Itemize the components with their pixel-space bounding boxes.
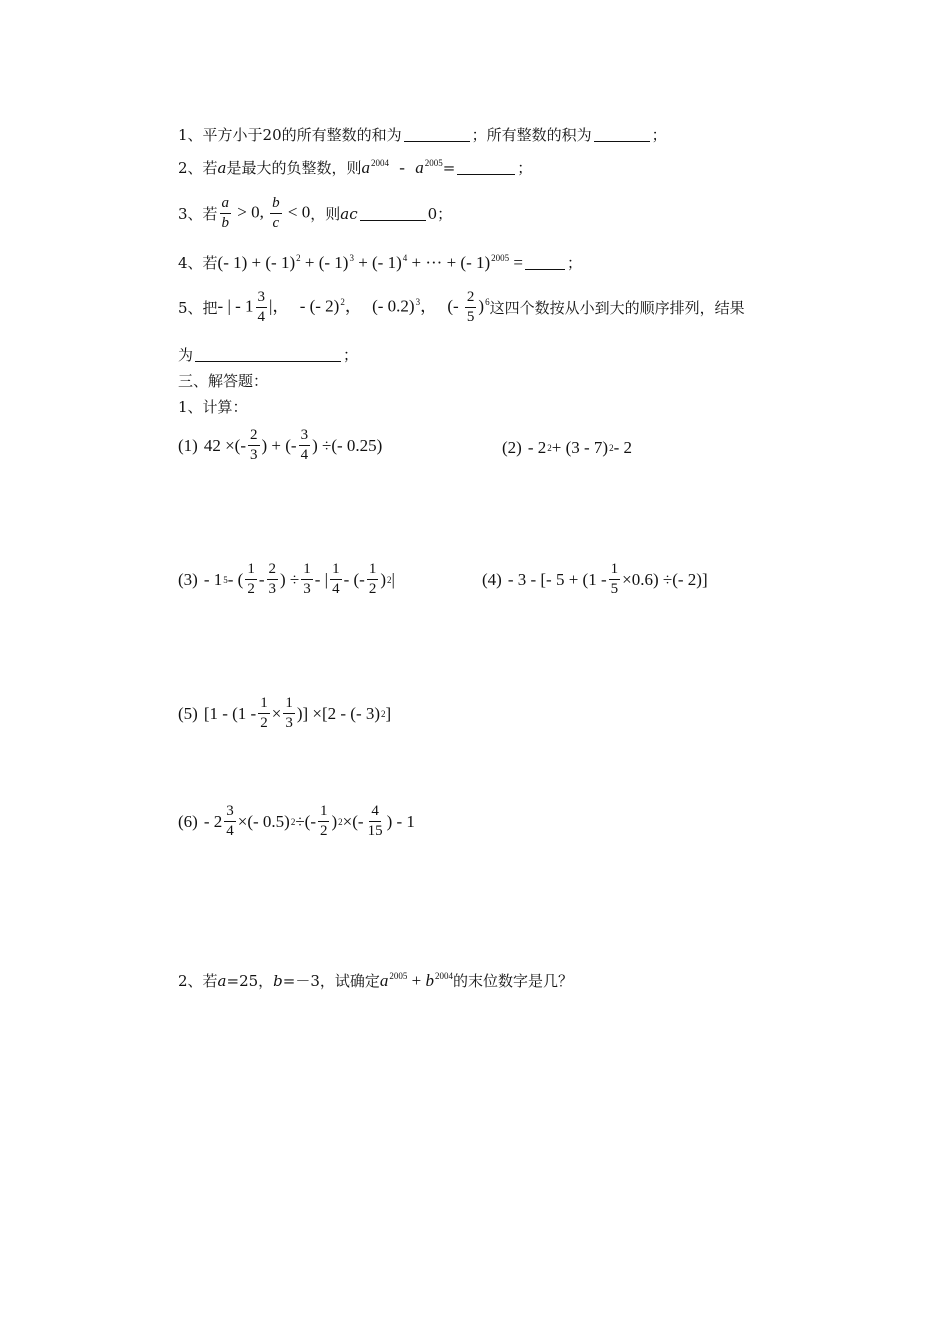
q2b-expression: $a^{2005} + b^{2004}$ [379, 970, 453, 990]
problem-6: (6) - 2 $\frac{3}{4}$ ×(- 0.5) 2 ÷(- $\frac{1}{2}$ ) 2 ×(- $\frac{4}{15}$ ) - 1 [178, 803, 415, 839]
q2b-var-b: b [273, 971, 283, 990]
q2-blank [457, 160, 515, 175]
q5-text-b: 这四个数按从小到大的顺序排列，结果 [489, 299, 745, 317]
q2-expression: $a^{2004} - a^{2005}$ [361, 157, 443, 177]
q2b-text-b: 的末位数字是几？ [452, 972, 573, 990]
problem-4: (4) - 3 - [- 5 + (1 - $\frac{1}{5}$ ×0.6) ÷(- 2)] [482, 561, 708, 597]
problem-3-label: (3) [178, 569, 198, 589]
q4-blank [525, 255, 565, 270]
q2-end: ； [517, 159, 533, 177]
problem-5: (5) [1 - (1 - $\frac{1}{2}$ × $\frac{1}{3}$ )] ×[2 - (- 3) 2 ] [178, 695, 392, 731]
problem-1-label: (1) [178, 435, 198, 455]
question-5 [178, 290, 745, 325]
q5-blank [195, 347, 341, 362]
q5-end: ； [343, 346, 359, 364]
q3-var: ac [340, 204, 358, 223]
problem-4-label: (4) [482, 569, 502, 589]
q3-condition: $\frac{a}{b}$ > 0, $\frac{b}{c}$ < 0 [221, 195, 311, 231]
problem-3: (3) - 1 5 - ( $\frac{1}{2}$ - $\frac{2}{3}$ ) ÷ $\frac{1}{3}$ - | $\frac{1}{4}$ - (- $\frac{1}{2}$ ) 2 | [178, 561, 395, 597]
problem-1: (1) 42 ×(- $\frac{2}{3}$ ) + (- $\frac{3}{4}$ ) ÷(- 0.25) [178, 427, 383, 463]
problem-6-label: (6) [178, 811, 198, 831]
q5-text-a: 5、把 [178, 299, 218, 317]
q3-blank [360, 206, 426, 221]
calc-title-text: 1、计算： [178, 398, 248, 416]
q2-text-b: 是最大的负整数，则 [226, 159, 362, 177]
q5-numbers: - | - 1 $\frac{3}{4}$ |， - (- 2)$^2$， (- 0.2)$^3$， (- $\frac{2}{5}$ )$^6$ [217, 289, 490, 325]
q1-end: ； [651, 126, 667, 144]
question-5-line2 [178, 344, 358, 365]
question-4 [178, 252, 582, 273]
answer-question-2 [178, 970, 573, 991]
q2-var: a [217, 158, 227, 177]
question-1 [178, 124, 667, 145]
q2b-var-a: a [217, 971, 227, 990]
q2-eq: = [442, 158, 456, 177]
section-3-title [178, 370, 268, 391]
q4-text-a: 4、若 [178, 254, 218, 272]
q4-end: ； [567, 254, 583, 272]
q4-expression: (- 1) + (- 1)$^2$ + (- 1)$^3$ + (- 1)$^4$ + ··· + (- 1)$^{2005}$ = [217, 252, 524, 272]
q1-blank-sum [404, 127, 470, 142]
problem-5-label: (5) [178, 703, 198, 723]
section-3-title-text: 三、解答题： [178, 372, 269, 390]
q3-zero: 0 [427, 204, 438, 223]
q3-end: ； [437, 205, 453, 223]
problem-2-label: (2) [502, 438, 522, 457]
q2b-text-a: 2、若 [178, 972, 218, 990]
q3-text-b: ，则 [310, 205, 341, 223]
calc-title [178, 396, 248, 417]
q2b-a-value: =25， [226, 972, 274, 990]
q2-text-a: 2、若 [178, 159, 218, 177]
q1-text-a: 1、平方小于20的所有整数的和为 [178, 126, 402, 144]
q1-text-b: ；所有整数的积为 [471, 126, 592, 144]
q3-text-a: 3、若 [178, 205, 218, 223]
problem-2: (2) - 2 2 + (3 - 7) 2 - 2 [502, 438, 632, 457]
question-3 [178, 196, 452, 231]
q1-blank-product [594, 127, 650, 142]
q2-exp2: 2005 [424, 157, 443, 168]
q5-line2: 为 [178, 346, 194, 364]
question-2 [178, 157, 532, 178]
q2-exp1: 2004 [371, 157, 390, 168]
q2b-b-value: =－3，试确定 [282, 972, 380, 990]
